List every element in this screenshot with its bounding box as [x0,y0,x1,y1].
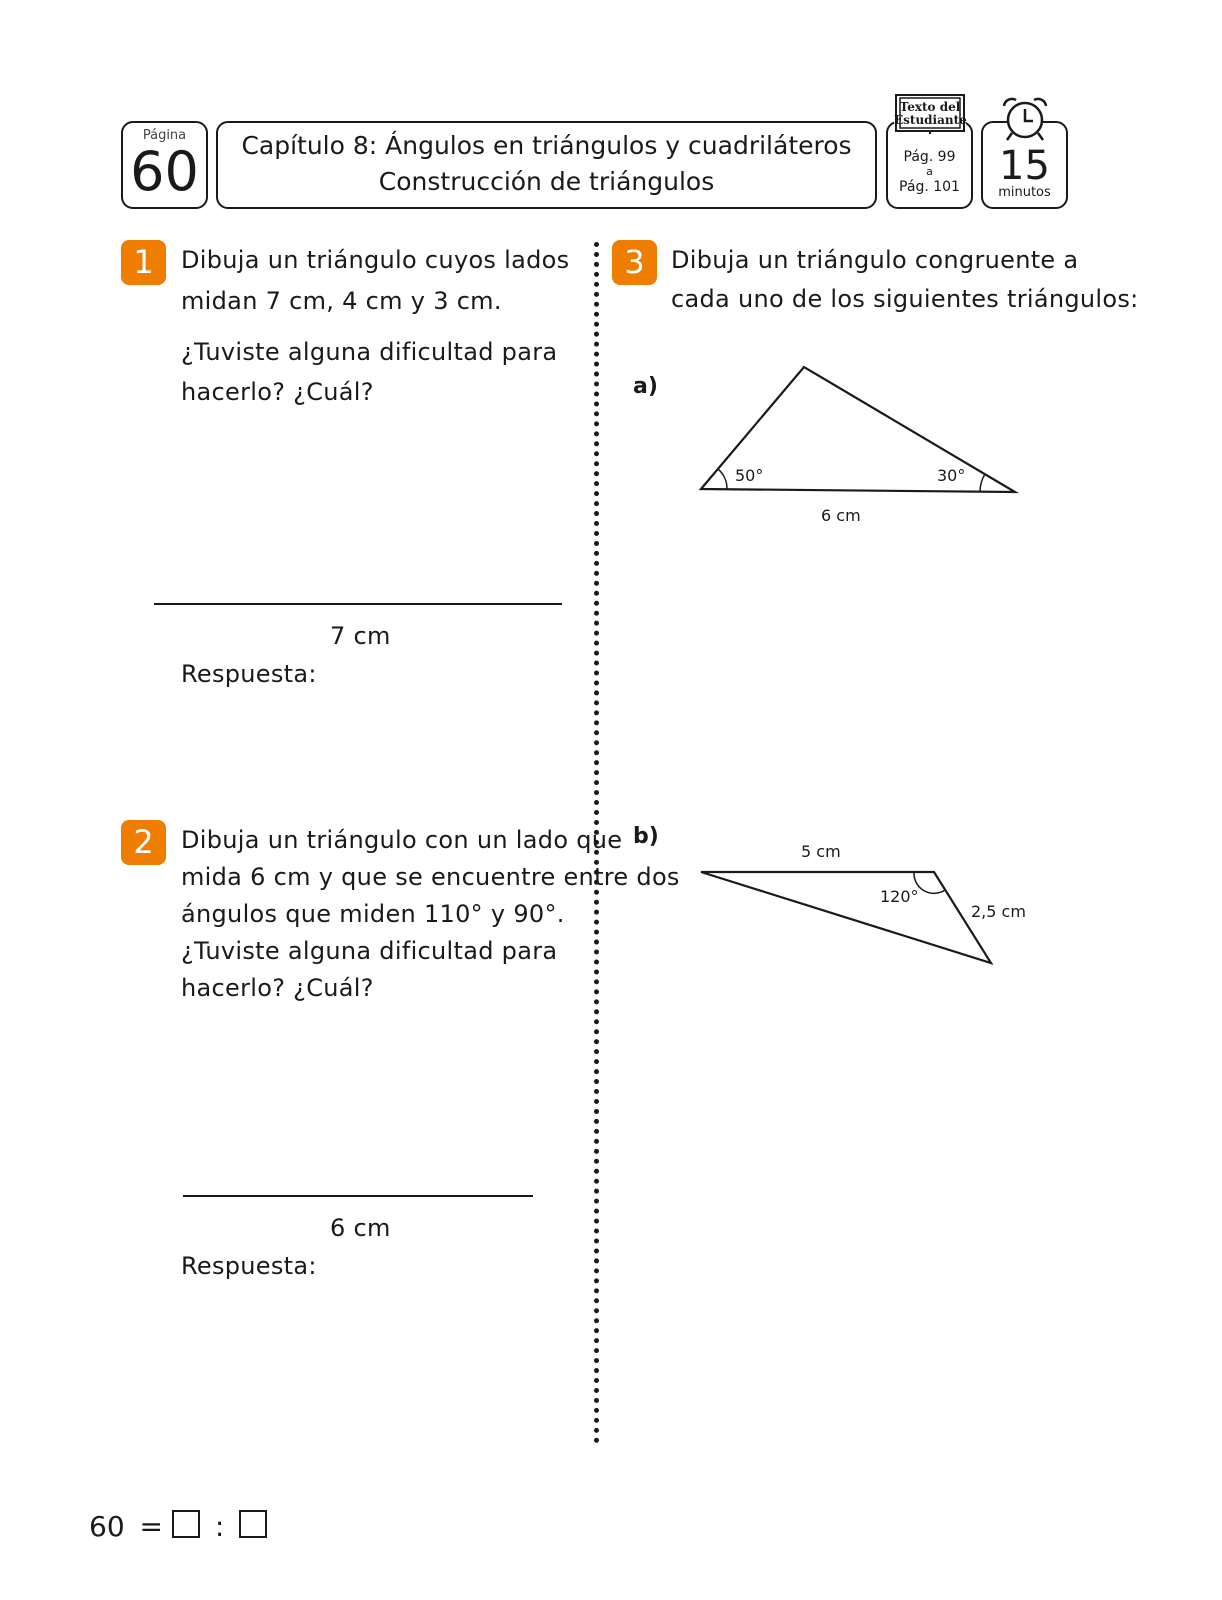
triangle-b-top-side-label: 5 cm [801,842,841,861]
triangle-a-left-angle-arc [718,469,727,489]
page-number-box [121,121,208,209]
chapter-title: Capítulo 8: Ángulos en triángulos y cuadriláteros [241,131,852,160]
q3-line1: Dibuja un triángulo congruente a [671,246,1079,274]
pages-to: Pág. 101 [899,179,960,195]
triangle-a-right-angle-arc [980,474,985,491]
textbook-pages-box [886,121,973,209]
q2-answer-label: Respuesta: [181,1252,317,1280]
triangle-a-base-label: 6 cm [821,506,861,525]
footer-equals: = [139,1510,164,1543]
footer-blank-box-1 [172,1510,200,1538]
triangle-b [690,860,1000,970]
footer-blank-box-2 [239,1510,267,1538]
section-title: Construcción de triángulos [378,167,715,196]
q2-line4: ¿Tuviste alguna dificultad para [181,937,558,965]
question-1-badge: 1 [121,240,166,285]
alarm-clock-icon [998,96,1052,142]
q2-segment [183,1195,533,1197]
q1-line1: Dibuja un triángulo cuyos lados [181,246,570,274]
q3-a-label: a) [633,374,658,399]
footer-page-number: 60 [89,1510,125,1543]
triangle-a-angle-right: 30° [937,466,966,485]
q1-answer-label: Respuesta: [181,660,317,688]
q2-line2: mida 6 cm y que se encuentre entre dos [181,863,680,891]
question-3-badge: 3 [612,240,657,285]
pages-from: Pág. 99 [903,149,956,165]
q1-line4: hacerlo? ¿Cuál? [181,378,374,406]
text-badge-line1: Texto del [899,100,961,114]
q2-line5: hacerlo? ¿Cuál? [181,974,374,1002]
minutes-value: 15 [999,143,1050,189]
q1-line3: ¿Tuviste alguna dificultad para [181,338,558,366]
triangle-b-shape [701,872,991,963]
q2-line1: Dibuja un triángulo con un lado que [181,826,623,854]
triangle-b-right-side-label: 2,5 cm [971,902,1026,921]
q2-line3: ángulos que miden 110° y 90°. [181,900,565,928]
q1-line2: midan 7 cm, 4 cm y 3 cm. [181,287,502,315]
minutes-label: minutos [998,185,1051,200]
text-badge-line2: Estudiante [894,113,967,127]
footer-page-equation [89,1510,267,1543]
q1-segment-label: 7 cm [330,622,391,650]
q3-b-label: b) [633,824,659,849]
chapter-title-box [216,121,877,209]
pages-sep: a [926,165,933,178]
triangle-b-angle-label: 120° [880,887,919,906]
question-2-badge: 2 [121,820,166,865]
q2-segment-label: 6 cm [330,1214,391,1242]
book-icon [894,92,966,134]
page-label: Página [142,128,187,143]
q1-segment [154,603,562,605]
triangle-a-angle-left: 50° [735,466,764,485]
q3-line2: cada uno de los siguientes triángulos: [671,285,1139,313]
page-number: 60 [130,140,199,203]
footer-colon: : [214,1510,225,1543]
